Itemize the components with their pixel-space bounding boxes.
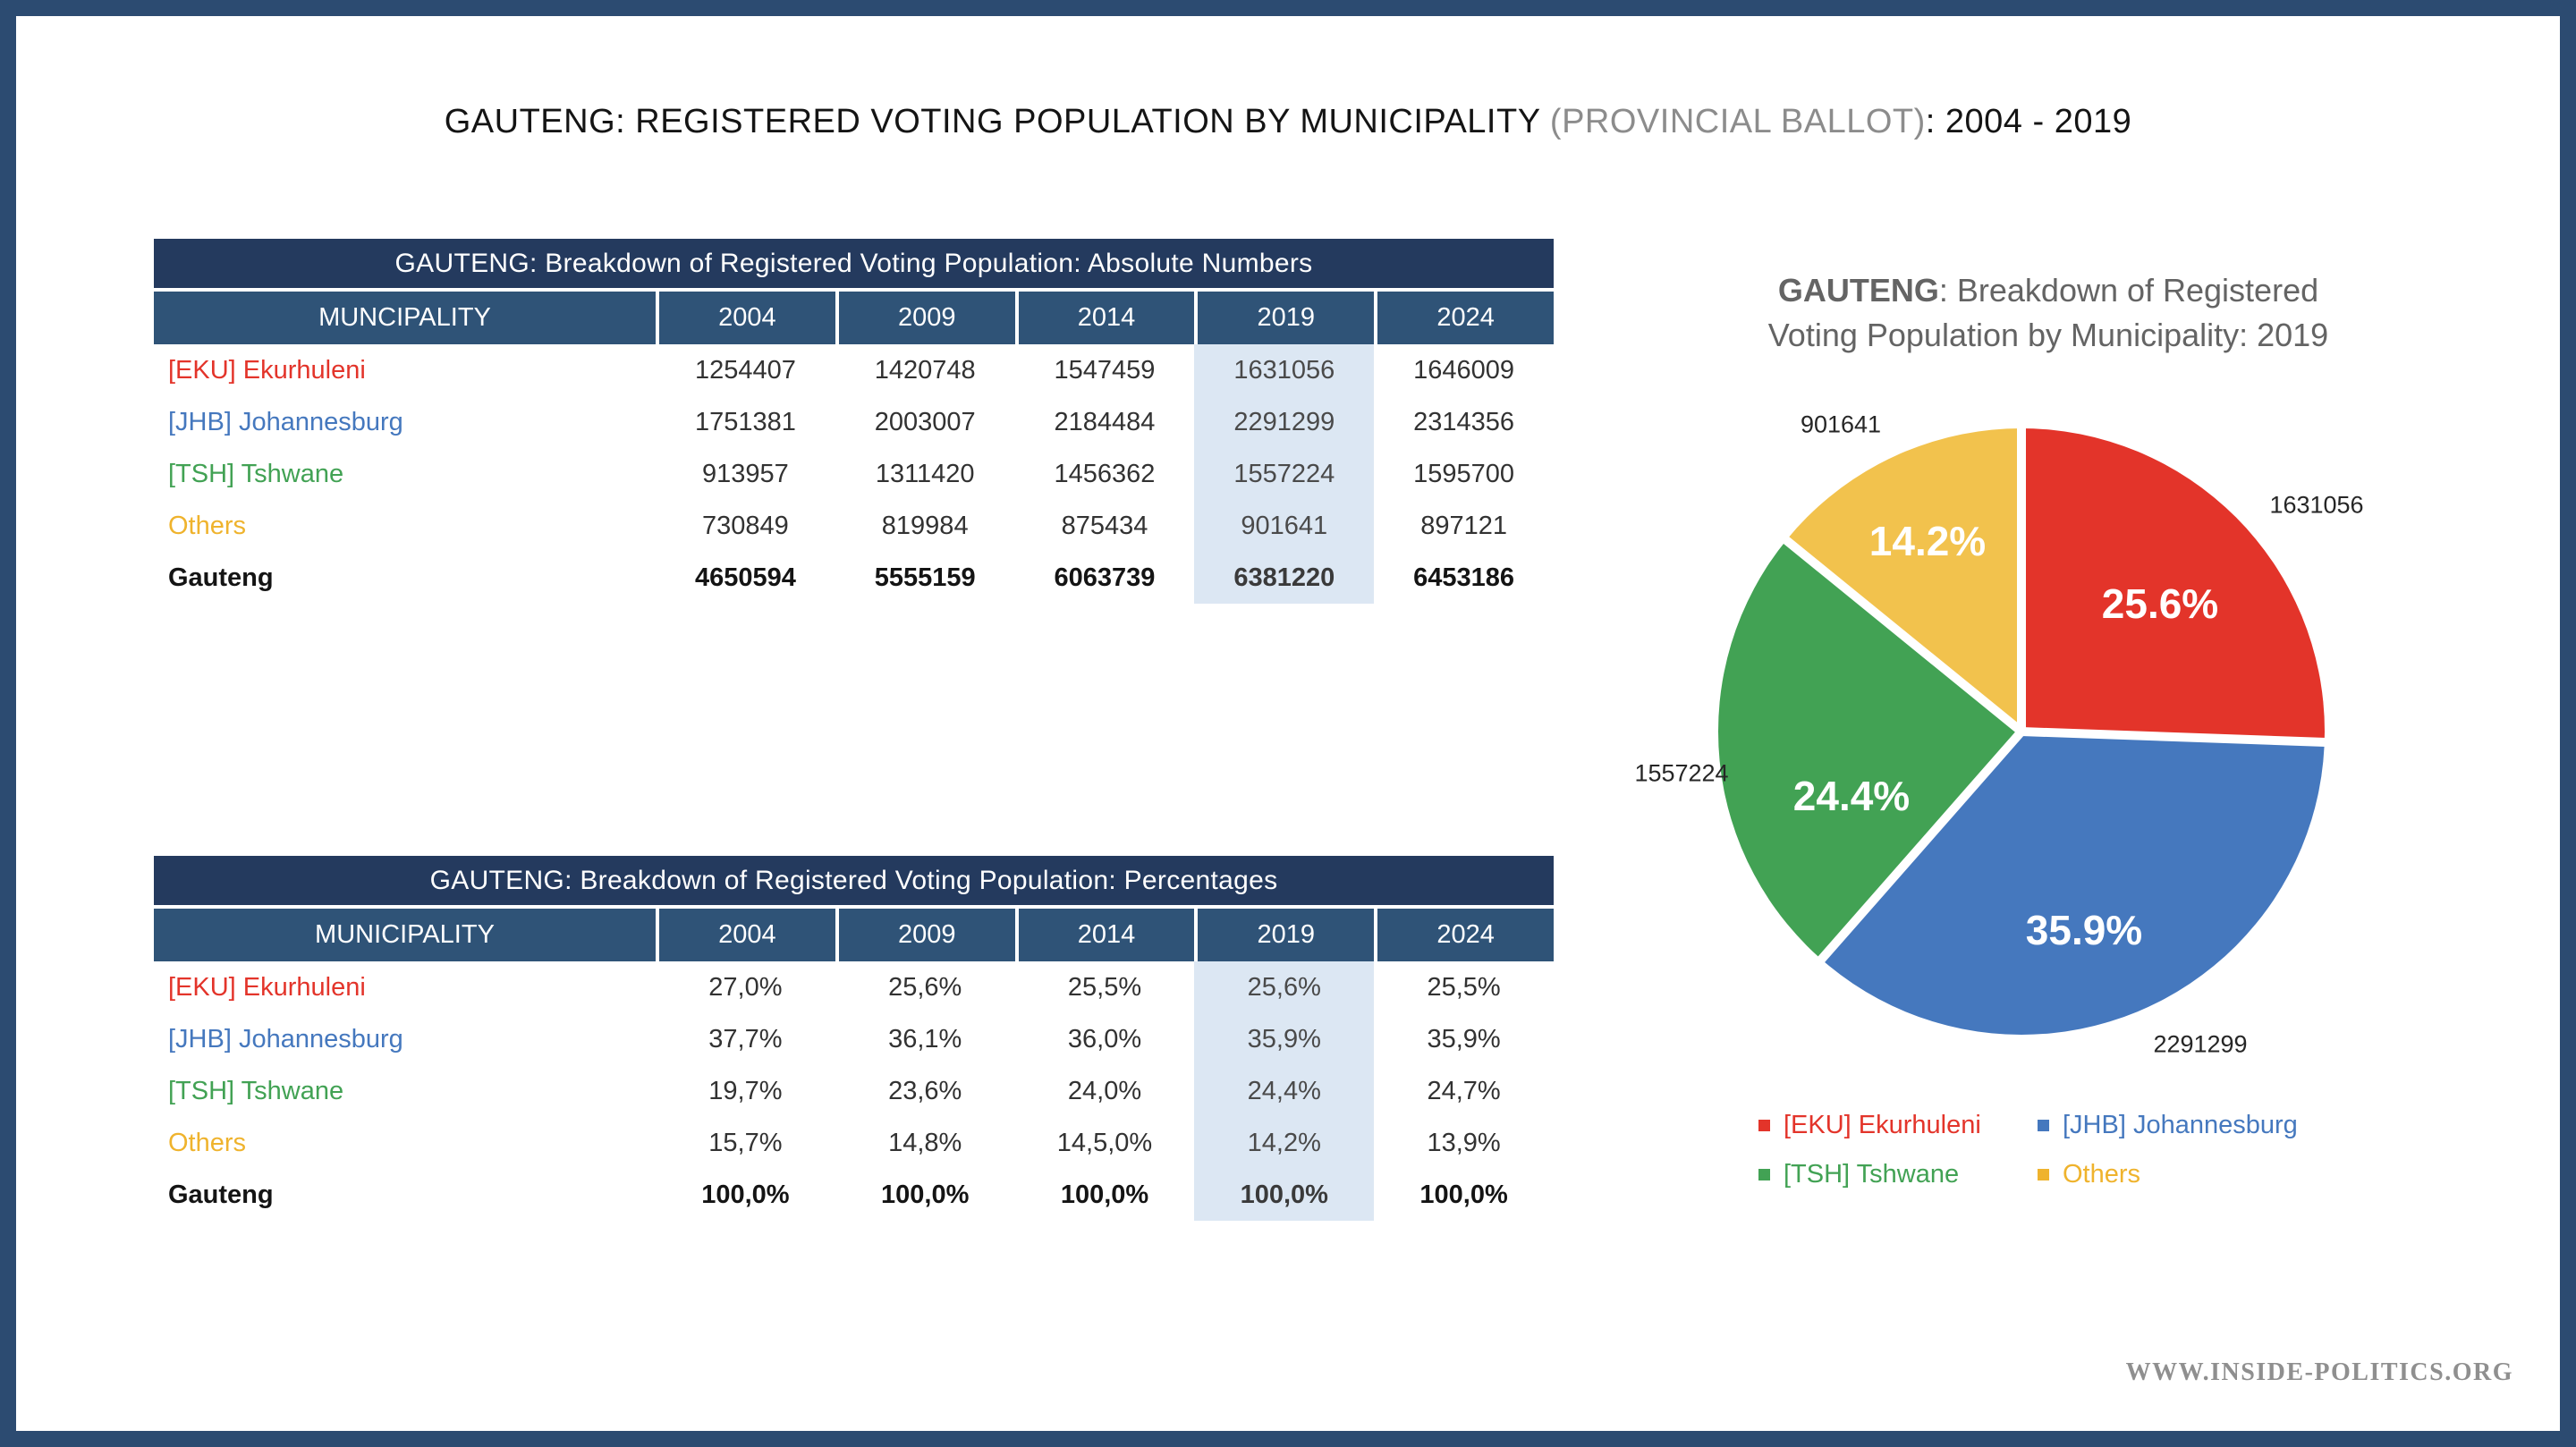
- column-header-2009: 2009: [835, 292, 1015, 344]
- table-row-total: [154, 552, 1554, 604]
- cell-value: 875434: [1061, 511, 1148, 540]
- row-label-gauteng-total: Gauteng: [168, 563, 274, 592]
- legend-item-johannesburg: [2038, 1109, 2298, 1141]
- row-label-johannesburg: [JHB] Johannesburg: [168, 1024, 403, 1054]
- legend-item-tshwane: [1758, 1158, 1959, 1190]
- pie-slice-label-johannesburg: 35.9%: [2025, 907, 2143, 953]
- cell-value: 14,8%: [888, 1128, 962, 1157]
- pie-chart-section: [1601, 272, 2496, 1288]
- cell-value: 6453186: [1413, 563, 1515, 592]
- cell-value: 13,9%: [1427, 1128, 1501, 1157]
- cell-value: 1311420: [875, 459, 975, 488]
- row-label-tshwane: [TSH] Tshwane: [168, 459, 344, 488]
- table-row: [154, 961, 1554, 1013]
- row-label-johannesburg: [JHB] Johannesburg: [168, 407, 403, 436]
- legend-swatch-ekurhuleni: [1758, 1120, 1770, 1131]
- cell-value: 100,0%: [701, 1180, 790, 1209]
- row-label-ekurhuleni: [EKU] Ekurhuleni: [168, 972, 366, 1002]
- cell-value: 19,7%: [708, 1076, 783, 1105]
- legend-label-tshwane: [TSH] Tshwane: [1784, 1159, 1960, 1189]
- percentages-table-title: GAUTENG: Breakdown of Registered Voting Population: Percentages: [154, 856, 1554, 905]
- cell-value: 100,0%: [1419, 1180, 1508, 1209]
- cell-value: 1456362: [1054, 459, 1156, 488]
- absolute-table-header-row: [154, 292, 1554, 344]
- row-label-ekurhuleni: [EKU] Ekurhuleni: [168, 355, 366, 385]
- cell-value: 25,5%: [1067, 972, 1142, 1002]
- cell-value: 100,0%: [1060, 1180, 1149, 1209]
- percentages-table: [154, 856, 1554, 1221]
- legend-swatch-johannesburg: [2038, 1120, 2049, 1131]
- cell-value: 730849: [702, 511, 789, 540]
- cell-value: 23,6%: [888, 1076, 962, 1105]
- table-row: [154, 448, 1554, 500]
- cell-value: 1254407: [694, 355, 796, 385]
- pie-canvas: [1601, 393, 2496, 1288]
- cell-value: 14,5,0%: [1056, 1128, 1153, 1157]
- cell-value: 15,7%: [708, 1128, 783, 1157]
- pie-callout-others: 901641: [1800, 410, 1882, 438]
- cell-value: 897121: [1420, 511, 1507, 540]
- percentages-table-body: [154, 961, 1554, 1221]
- cell-value: 100,0%: [1194, 1169, 1374, 1221]
- percentages-table-header-row: [154, 909, 1554, 961]
- cell-value: 24,7%: [1427, 1076, 1501, 1105]
- cell-value: 1547459: [1054, 355, 1156, 385]
- cell-value: 1751381: [694, 407, 796, 436]
- column-header-2019: 2019: [1194, 909, 1374, 961]
- cell-value: 27,0%: [708, 972, 783, 1002]
- cell-value: 1631056: [1194, 344, 1374, 396]
- cell-value: 1646009: [1413, 355, 1515, 385]
- legend-label-johannesburg: [JHB] Johannesburg: [2063, 1110, 2298, 1139]
- pie-callout-johannesburg: 2291299: [2153, 1030, 2248, 1058]
- page-title-main: GAUTENG: REGISTERED VOTING POPULATION BY MUNICIPALITY: [444, 103, 1550, 140]
- row-label-others: Others: [168, 1128, 247, 1157]
- cell-value: 913957: [702, 459, 789, 488]
- cell-value: 1595700: [1413, 459, 1515, 488]
- pie-slice-label-others: 14.2%: [1868, 518, 1987, 564]
- pie-slice-label-ekurhuleni: 25.6%: [2101, 580, 2219, 627]
- absolute-table-body: [154, 344, 1554, 604]
- column-header-2004: 2004: [656, 292, 835, 344]
- cell-value: 24,4%: [1194, 1065, 1374, 1117]
- cell-value: 5555159: [874, 563, 976, 592]
- table-row: [154, 1117, 1554, 1169]
- legend-item-others: [2038, 1158, 2140, 1190]
- column-header-2024: 2024: [1374, 909, 1554, 961]
- page-title-ballot-type: (PROVINCIAL BALLOT): [1549, 103, 1926, 140]
- cell-value: 2184484: [1054, 407, 1156, 436]
- website-watermark: WWW.INSIDE-POLITICS.ORG: [2125, 1358, 2513, 1386]
- cell-value: 6063739: [1054, 563, 1156, 592]
- cell-value: 14,2%: [1194, 1117, 1374, 1169]
- legend-label-others: Others: [2063, 1159, 2141, 1189]
- cell-value: 24,0%: [1067, 1076, 1142, 1105]
- cell-value: 2291299: [1194, 396, 1374, 448]
- cell-value: 1557224: [1194, 448, 1374, 500]
- column-header-2024: 2024: [1374, 292, 1554, 344]
- table-row: [154, 1013, 1554, 1065]
- cell-value: 1420748: [874, 355, 976, 385]
- cell-value: 100,0%: [881, 1180, 970, 1209]
- column-header-municipality: MUNICIPALITY: [315, 920, 495, 949]
- cell-value: 901641: [1194, 500, 1374, 552]
- cell-value: 37,7%: [708, 1024, 783, 1054]
- row-label-others: Others: [168, 511, 247, 540]
- cell-value: 36,0%: [1067, 1024, 1142, 1054]
- cell-value: 36,1%: [888, 1024, 962, 1054]
- row-label-tshwane: [TSH] Tshwane: [168, 1076, 344, 1105]
- column-header-2019: 2019: [1194, 292, 1374, 344]
- pie-slice-divider: [2017, 424, 2026, 732]
- table-row: [154, 1065, 1554, 1117]
- table-row: [154, 344, 1554, 396]
- legend-item-ekurhuleni: [1758, 1109, 1981, 1141]
- cell-value: 25,5%: [1427, 972, 1501, 1002]
- cell-value: 35,9%: [1427, 1024, 1501, 1054]
- column-header-2004: 2004: [656, 909, 835, 961]
- pie-callout-ekurhuleni: 1631056: [2269, 491, 2364, 519]
- table-row: [154, 396, 1554, 448]
- legend-swatch-others: [2038, 1169, 2049, 1180]
- pie-slice-label-tshwane: 24.4%: [1792, 773, 1911, 819]
- column-header-2014: 2014: [1015, 292, 1195, 344]
- table-row-total: [154, 1169, 1554, 1221]
- page-title-years: : 2004 - 2019: [1925, 103, 2132, 140]
- cell-value: 35,9%: [1194, 1013, 1374, 1065]
- content-canvas: [16, 16, 2560, 1431]
- absolute-numbers-table: [154, 239, 1554, 604]
- absolute-table-title: GAUTENG: Breakdown of Registered Voting Population: Absolute Numbers: [154, 239, 1554, 288]
- cell-value: 6381220: [1194, 552, 1374, 604]
- page-title: [16, 100, 2560, 143]
- row-label-gauteng-total: Gauteng: [168, 1180, 274, 1209]
- pie-chart-title: GAUTENG: Breakdown of Registered Voting Population by Municipality: 2019: [1767, 272, 2329, 353]
- table-row: [154, 500, 1554, 552]
- cell-value: 25,6%: [888, 972, 962, 1002]
- cell-value: 4650594: [694, 563, 796, 592]
- legend-label-ekurhuleni: [EKU] Ekurhuleni: [1784, 1110, 1981, 1139]
- column-header-2009: 2009: [835, 909, 1015, 961]
- pie-title-province: GAUTENG: [1777, 272, 1939, 309]
- legend-swatch-tshwane: [1758, 1169, 1770, 1180]
- cell-value: 819984: [881, 511, 969, 540]
- column-header-2014: 2014: [1015, 909, 1195, 961]
- pie-callout-tshwane: 1557224: [1634, 759, 1729, 787]
- cell-value: 2314356: [1413, 407, 1515, 436]
- cell-value: 2003007: [874, 407, 976, 436]
- cell-value: 25,6%: [1194, 961, 1374, 1013]
- column-header-municipality: MUNCIPALITY: [318, 303, 491, 332]
